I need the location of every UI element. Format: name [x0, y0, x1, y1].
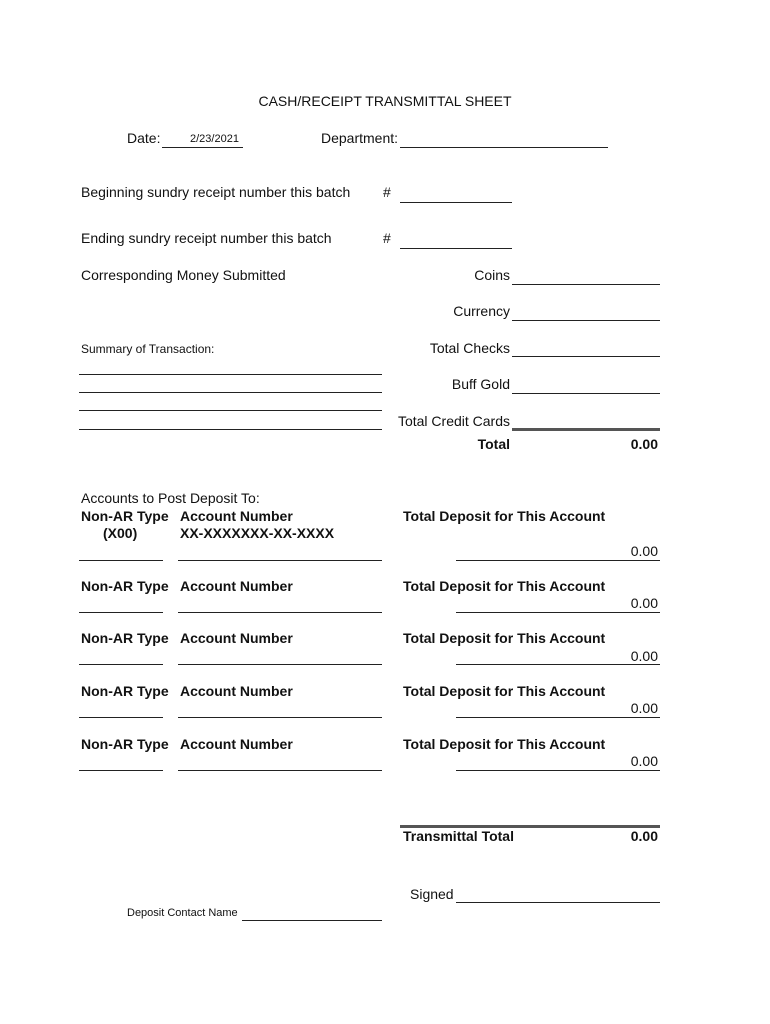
- first-account-number-hint: XX-XXXXXXX-XX-XXXX: [180, 525, 335, 541]
- account-type-field[interactable]: [79, 664, 163, 665]
- summary-line-2[interactable]: [79, 392, 382, 393]
- signature-field[interactable]: [456, 902, 660, 903]
- beginning-receipt-field[interactable]: [400, 202, 512, 203]
- account-type-label: Non-AR Type: [81, 736, 169, 752]
- account-deposit-label: Total Deposit for This Account: [403, 683, 606, 699]
- date-underline: [162, 147, 243, 148]
- first-account-number-field[interactable]: [178, 560, 382, 561]
- first-account-deposit-label: Total Deposit for This Account: [403, 508, 606, 524]
- coins-field[interactable]: [512, 284, 660, 285]
- account-number-label: Account Number: [180, 683, 293, 699]
- account-number-field[interactable]: [178, 770, 382, 771]
- account-type-label: Non-AR Type: [81, 630, 169, 646]
- first-account-type-hint: (X00): [103, 525, 138, 541]
- first-account-deposit-field[interactable]: [456, 560, 660, 561]
- first-account-type-field[interactable]: [79, 560, 163, 561]
- account-number-label: Account Number: [180, 578, 293, 594]
- beginning-receipt-hash: #: [383, 184, 391, 200]
- account-number-label: Account Number: [180, 736, 293, 752]
- accounts-label: Accounts to Post Deposit To:: [81, 490, 260, 506]
- account-type-field[interactable]: [79, 717, 163, 718]
- summary-line-3[interactable]: [79, 410, 382, 411]
- account-deposit-label: Total Deposit for This Account: [403, 736, 606, 752]
- account-deposit-value: 0.00: [630, 595, 658, 611]
- currency-label: Currency: [453, 303, 510, 319]
- transmittal-total-value: 0.00: [630, 828, 658, 844]
- summary-line-1[interactable]: [79, 374, 382, 375]
- summary-line-4[interactable]: [79, 429, 382, 430]
- account-deposit-field[interactable]: [456, 612, 660, 613]
- account-number-field[interactable]: [178, 717, 382, 718]
- ending-receipt-label: Ending sundry receipt number this batch: [81, 230, 332, 246]
- first-account-number-label: Account Number: [180, 508, 293, 524]
- buff-gold-field[interactable]: [512, 393, 660, 394]
- deposit-contact-label: Deposit Contact Name: [127, 907, 238, 919]
- total-credit-cards-field[interactable]: [512, 428, 660, 431]
- buff-gold-label: Buff Gold: [451, 376, 510, 392]
- account-number-field[interactable]: [178, 612, 382, 613]
- signed-label: Signed: [410, 886, 454, 902]
- first-account-type-label: Non-AR Type: [81, 508, 169, 524]
- ending-receipt-field[interactable]: [400, 248, 512, 249]
- total-label: Total: [477, 436, 510, 452]
- account-deposit-value: 0.00: [630, 648, 658, 664]
- ending-receipt-hash: #: [383, 230, 391, 246]
- account-type-label: Non-AR Type: [81, 683, 169, 699]
- account-number-field[interactable]: [178, 664, 382, 665]
- department-label: Department:: [321, 130, 399, 146]
- total-value: 0.00: [630, 436, 658, 452]
- total-credit-cards-label: Total Credit Cards: [397, 413, 510, 429]
- transmittal-total-label: Transmittal Total: [403, 828, 514, 844]
- coins-label: Coins: [474, 267, 510, 283]
- account-deposit-field[interactable]: [456, 664, 660, 665]
- account-deposit-label: Total Deposit for This Account: [403, 630, 606, 646]
- beginning-receipt-label: Beginning sundry receipt number this batch: [81, 184, 351, 200]
- total-checks-label: Total Checks: [429, 340, 510, 356]
- currency-field[interactable]: [512, 320, 660, 321]
- department-field[interactable]: [400, 147, 608, 148]
- account-deposit-field[interactable]: [456, 717, 660, 718]
- account-deposit-value: 0.00: [630, 753, 658, 769]
- date-label: Date:: [127, 130, 161, 146]
- page-title: CASH/RECEIPT TRANSMITTAL SHEET: [258, 93, 512, 109]
- account-number-label: Account Number: [180, 630, 293, 646]
- account-deposit-field[interactable]: [456, 770, 660, 771]
- date-value[interactable]: 2/23/2021: [190, 133, 239, 145]
- deposit-contact-field[interactable]: [242, 920, 382, 921]
- account-type-field[interactable]: [79, 612, 163, 613]
- total-checks-field[interactable]: [512, 356, 660, 357]
- first-account-deposit-value: 0.00: [630, 543, 658, 559]
- account-type-label: Non-AR Type: [81, 578, 169, 594]
- summary-label: Summary of Transaction:: [81, 342, 215, 356]
- account-deposit-label: Total Deposit for This Account: [403, 578, 606, 594]
- account-deposit-value: 0.00: [630, 700, 658, 716]
- money-submitted-label: Corresponding Money Submitted: [81, 267, 286, 283]
- account-type-field[interactable]: [79, 770, 163, 771]
